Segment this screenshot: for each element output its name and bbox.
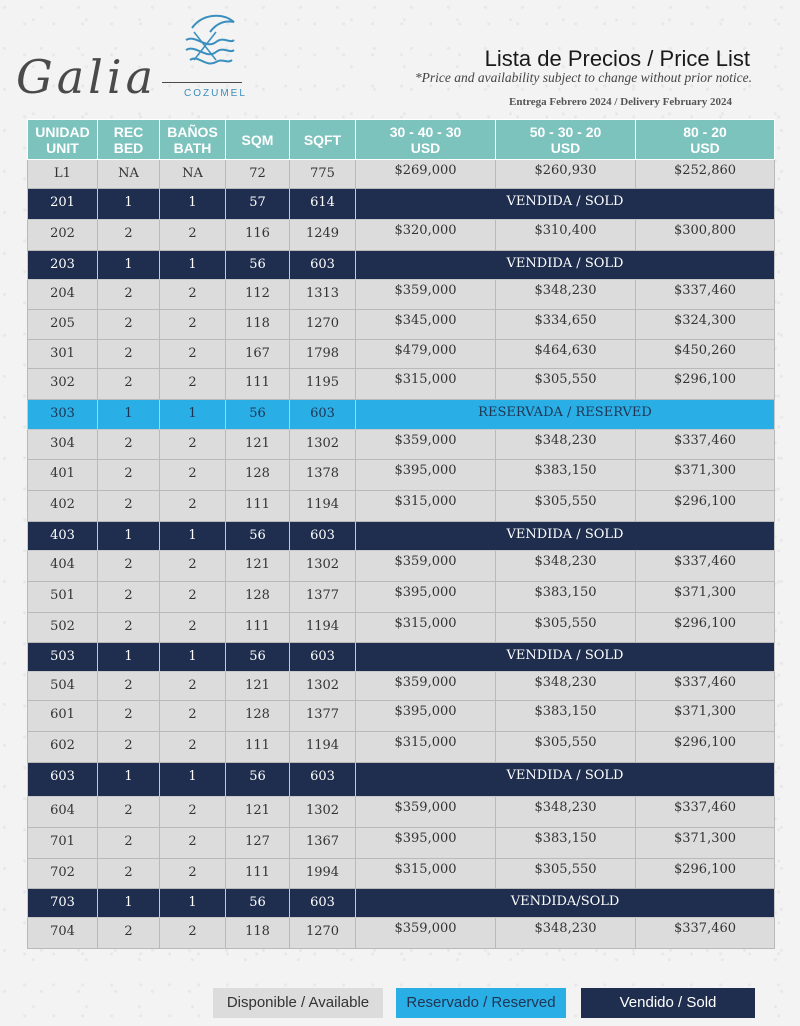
- table-cell: 201: [28, 189, 98, 220]
- table-cell: 603: [290, 251, 356, 280]
- table-cell: 2: [160, 280, 226, 310]
- table-cell: 2: [98, 828, 160, 859]
- price-cell: $315,000: [356, 732, 496, 763]
- table-cell: 121: [226, 797, 290, 828]
- table-cell: NA: [98, 160, 160, 189]
- table-cell: 604: [28, 797, 98, 828]
- table-cell: 1377: [290, 582, 356, 613]
- table-cell: 127: [226, 828, 290, 859]
- table-cell: 118: [226, 310, 290, 340]
- table-cell: 1: [98, 643, 160, 672]
- table-cell: 1195: [290, 369, 356, 400]
- price-cell: $269,000: [356, 160, 496, 189]
- table-row: [28, 859, 775, 889]
- logo-subtitle: COZUMEL: [184, 88, 247, 99]
- table-cell: 2: [160, 918, 226, 949]
- table-cell: 121: [226, 430, 290, 460]
- table-cell: 1302: [290, 551, 356, 582]
- table-cell: 56: [226, 763, 290, 797]
- price-cell: $348,230: [496, 918, 636, 949]
- price-cell: $371,300: [636, 701, 775, 732]
- table-cell: 2: [98, 551, 160, 582]
- price-cell: $348,230: [496, 430, 636, 460]
- price-table: [27, 119, 775, 949]
- table-cell: 702: [28, 859, 98, 889]
- price-cell: $383,150: [496, 460, 636, 491]
- table-cell: 2: [160, 310, 226, 340]
- price-cell: $315,000: [356, 491, 496, 522]
- table-cell: 601: [28, 701, 98, 732]
- price-cell: $310,400: [496, 220, 636, 251]
- table-cell: 1302: [290, 672, 356, 701]
- price-cell: $337,460: [636, 797, 775, 828]
- table-cell: 2: [98, 918, 160, 949]
- table-cell: 2: [160, 340, 226, 369]
- brand-logo: [12, 10, 247, 106]
- table-cell: 2: [98, 732, 160, 763]
- table-row: [28, 340, 775, 369]
- table-cell: 72: [226, 160, 290, 189]
- table-cell: 1798: [290, 340, 356, 369]
- table-cell: 128: [226, 701, 290, 732]
- table-row: [28, 400, 775, 430]
- price-cell: $395,000: [356, 582, 496, 613]
- table-cell: 2: [160, 828, 226, 859]
- table-cell: 403: [28, 522, 98, 551]
- table-cell: 501: [28, 582, 98, 613]
- price-cell: $359,000: [356, 551, 496, 582]
- table-cell: 502: [28, 613, 98, 643]
- table-cell: 1313: [290, 280, 356, 310]
- table-cell: 602: [28, 732, 98, 763]
- table-row: [28, 828, 775, 859]
- price-notice: *Price and availability subject to change without prior notice.: [414, 70, 752, 85]
- price-cell: $320,000: [356, 220, 496, 251]
- table-cell: 701: [28, 828, 98, 859]
- table-cell: 2: [160, 430, 226, 460]
- price-cell: $315,000: [356, 369, 496, 400]
- table-row: [28, 522, 775, 551]
- table-cell: 2: [98, 310, 160, 340]
- column-header: BAÑOS BATH: [160, 120, 226, 160]
- table-cell: 56: [226, 643, 290, 672]
- table-cell: 301: [28, 340, 98, 369]
- table-cell: 2: [98, 340, 160, 369]
- table-cell: 2: [160, 220, 226, 251]
- table-cell: 504: [28, 672, 98, 701]
- table-cell: 402: [28, 491, 98, 522]
- table-cell: 1: [160, 643, 226, 672]
- table-cell: 2: [98, 582, 160, 613]
- table-cell: 2: [98, 491, 160, 522]
- logo-wordmark: Galia: [16, 50, 158, 104]
- table-cell: 1302: [290, 430, 356, 460]
- table-row: [28, 460, 775, 491]
- table-cell: 2: [98, 460, 160, 491]
- status-label: VENDIDA / SOLD: [356, 189, 775, 220]
- table-cell: 1: [98, 251, 160, 280]
- table-cell: 1378: [290, 460, 356, 491]
- table-row: [28, 551, 775, 582]
- table-cell: 2: [160, 701, 226, 732]
- price-cell: $348,230: [496, 551, 636, 582]
- table-cell: 703: [28, 889, 98, 918]
- table-row: [28, 797, 775, 828]
- table-cell: 303: [28, 400, 98, 430]
- table-cell: 603: [28, 763, 98, 797]
- table-cell: 121: [226, 551, 290, 582]
- table-cell: 2: [160, 613, 226, 643]
- table-cell: 603: [290, 400, 356, 430]
- table-cell: 503: [28, 643, 98, 672]
- table-cell: 1302: [290, 797, 356, 828]
- table-cell: 2: [160, 551, 226, 582]
- table-cell: 128: [226, 460, 290, 491]
- table-cell: 111: [226, 369, 290, 400]
- table-cell: 56: [226, 251, 290, 280]
- table-row: [28, 701, 775, 732]
- table-cell: 2: [98, 280, 160, 310]
- table-cell: 1270: [290, 310, 356, 340]
- price-cell: $337,460: [636, 918, 775, 949]
- table-cell: NA: [160, 160, 226, 189]
- price-cell: $324,300: [636, 310, 775, 340]
- price-cell: $337,460: [636, 280, 775, 310]
- price-cell: $371,300: [636, 460, 775, 491]
- table-header-row: [28, 120, 775, 160]
- table-cell: 603: [290, 763, 356, 797]
- table-cell: 118: [226, 918, 290, 949]
- table-cell: 2: [160, 859, 226, 889]
- table-cell: 116: [226, 220, 290, 251]
- legend-sold: Vendido / Sold: [581, 988, 755, 1018]
- column-header: SQM: [226, 120, 290, 160]
- table-row: [28, 220, 775, 251]
- table-cell: 1377: [290, 701, 356, 732]
- table-cell: 111: [226, 491, 290, 522]
- table-row: [28, 251, 775, 280]
- status-label: RESERVADA / RESERVED: [356, 400, 775, 430]
- price-cell: $345,000: [356, 310, 496, 340]
- price-cell: $479,000: [356, 340, 496, 369]
- table-cell: 1194: [290, 491, 356, 522]
- price-cell: $383,150: [496, 582, 636, 613]
- status-label: VENDIDA / SOLD: [356, 763, 775, 797]
- table-cell: 1: [160, 522, 226, 551]
- price-cell: $348,230: [496, 672, 636, 701]
- table-cell: 1: [160, 251, 226, 280]
- column-header: UNIDAD UNIT: [28, 120, 98, 160]
- table-cell: 2: [160, 672, 226, 701]
- table-row: [28, 582, 775, 613]
- table-cell: 111: [226, 859, 290, 889]
- status-label: VENDIDA / SOLD: [356, 643, 775, 672]
- table-cell: 775: [290, 160, 356, 189]
- table-cell: 167: [226, 340, 290, 369]
- table-row: [28, 430, 775, 460]
- table-cell: 603: [290, 522, 356, 551]
- table-cell: 1994: [290, 859, 356, 889]
- legend-reserved: Reservado / Reserved: [396, 988, 566, 1018]
- column-header: REC BED: [98, 120, 160, 160]
- price-cell: $305,550: [496, 491, 636, 522]
- table-cell: 302: [28, 369, 98, 400]
- table-cell: 1: [160, 889, 226, 918]
- price-cell: $315,000: [356, 613, 496, 643]
- table-body: [28, 160, 775, 949]
- table-cell: 2: [160, 369, 226, 400]
- price-cell: $296,100: [636, 613, 775, 643]
- table-cell: 205: [28, 310, 98, 340]
- table-cell: 1: [98, 889, 160, 918]
- table-row: [28, 918, 775, 949]
- price-cell: $252,860: [636, 160, 775, 189]
- price-cell: $305,550: [496, 859, 636, 889]
- price-cell: $383,150: [496, 701, 636, 732]
- price-cell: $296,100: [636, 491, 775, 522]
- price-cell: $450,260: [636, 340, 775, 369]
- table-cell: 1194: [290, 732, 356, 763]
- legend-available: Disponible / Available: [213, 988, 383, 1018]
- table-cell: 111: [226, 613, 290, 643]
- table-cell: 1: [160, 189, 226, 220]
- table-cell: 56: [226, 522, 290, 551]
- price-cell: $359,000: [356, 280, 496, 310]
- price-cell: $371,300: [636, 582, 775, 613]
- table-cell: 121: [226, 672, 290, 701]
- price-cell: $305,550: [496, 369, 636, 400]
- table-cell: 603: [290, 889, 356, 918]
- column-header: 30 - 40 - 30 USD: [356, 120, 496, 160]
- table-row: [28, 189, 775, 220]
- table-row: [28, 280, 775, 310]
- table-row: [28, 160, 775, 189]
- price-cell: $348,230: [496, 797, 636, 828]
- table-cell: 2: [160, 460, 226, 491]
- table-row: [28, 491, 775, 522]
- column-header: 50 - 30 - 20 USD: [496, 120, 636, 160]
- table-cell: 1: [160, 400, 226, 430]
- price-cell: $296,100: [636, 859, 775, 889]
- table-cell: 1: [98, 400, 160, 430]
- table-cell: 404: [28, 551, 98, 582]
- table-cell: 1: [98, 763, 160, 797]
- price-cell: $337,460: [636, 551, 775, 582]
- table-cell: 1249: [290, 220, 356, 251]
- column-header: 80 - 20 USD: [636, 120, 775, 160]
- status-label: VENDIDA/SOLD: [356, 889, 775, 918]
- price-cell: $395,000: [356, 828, 496, 859]
- table-cell: 2: [98, 797, 160, 828]
- table-cell: 2: [98, 701, 160, 732]
- table-cell: 2: [98, 859, 160, 889]
- status-label: VENDIDA / SOLD: [356, 522, 775, 551]
- table-cell: 203: [28, 251, 98, 280]
- table-cell: 128: [226, 582, 290, 613]
- delivery-date: Entrega Febrero 2024 / Delivery February 2024: [508, 96, 732, 108]
- table-cell: 2: [98, 430, 160, 460]
- price-cell: $359,000: [356, 672, 496, 701]
- table-cell: 111: [226, 732, 290, 763]
- price-cell: $305,550: [496, 732, 636, 763]
- price-cell: $383,150: [496, 828, 636, 859]
- table-row: [28, 643, 775, 672]
- column-header: SQFT: [290, 120, 356, 160]
- bird-waves-logo-icon: [172, 10, 242, 82]
- price-cell: $359,000: [356, 918, 496, 949]
- table-cell: 1: [98, 522, 160, 551]
- table-cell: 202: [28, 220, 98, 251]
- table-cell: 704: [28, 918, 98, 949]
- table-row: [28, 763, 775, 797]
- price-cell: $296,100: [636, 369, 775, 400]
- logo-underline: [162, 82, 242, 83]
- table-cell: 603: [290, 643, 356, 672]
- price-cell: $371,300: [636, 828, 775, 859]
- price-cell: $359,000: [356, 797, 496, 828]
- price-cell: $334,650: [496, 310, 636, 340]
- price-cell: $300,800: [636, 220, 775, 251]
- table-cell: 2: [98, 220, 160, 251]
- table-row: [28, 889, 775, 918]
- table-cell: 1: [160, 763, 226, 797]
- price-cell: $395,000: [356, 460, 496, 491]
- table-cell: 2: [160, 797, 226, 828]
- table-cell: 204: [28, 280, 98, 310]
- table-row: [28, 732, 775, 763]
- price-cell: $337,460: [636, 672, 775, 701]
- price-cell: $348,230: [496, 280, 636, 310]
- table-row: [28, 369, 775, 400]
- table-cell: 2: [98, 672, 160, 701]
- table-cell: 2: [160, 732, 226, 763]
- status-label: VENDIDA / SOLD: [356, 251, 775, 280]
- table-row: [28, 613, 775, 643]
- table-cell: 614: [290, 189, 356, 220]
- price-cell: $395,000: [356, 701, 496, 732]
- price-cell: $464,630: [496, 340, 636, 369]
- price-cell: $260,930: [496, 160, 636, 189]
- table-cell: L1: [28, 160, 98, 189]
- price-cell: $359,000: [356, 430, 496, 460]
- table-row: [28, 310, 775, 340]
- price-cell: $305,550: [496, 613, 636, 643]
- table-cell: 2: [98, 369, 160, 400]
- price-cell: $315,000: [356, 859, 496, 889]
- table-cell: 2: [98, 613, 160, 643]
- table-cell: 57: [226, 189, 290, 220]
- table-cell: 2: [160, 582, 226, 613]
- price-cell: $337,460: [636, 430, 775, 460]
- table-cell: 304: [28, 430, 98, 460]
- table-cell: 56: [226, 400, 290, 430]
- table-cell: 56: [226, 889, 290, 918]
- page-title: Lista de Precios / Price List: [484, 46, 750, 71]
- table-cell: 1367: [290, 828, 356, 859]
- price-cell: $296,100: [636, 732, 775, 763]
- table-cell: 112: [226, 280, 290, 310]
- table-cell: 2: [160, 491, 226, 522]
- table-row: [28, 672, 775, 701]
- table-cell: 1270: [290, 918, 356, 949]
- table-cell: 401: [28, 460, 98, 491]
- table-cell: 1: [98, 189, 160, 220]
- table-cell: 1194: [290, 613, 356, 643]
